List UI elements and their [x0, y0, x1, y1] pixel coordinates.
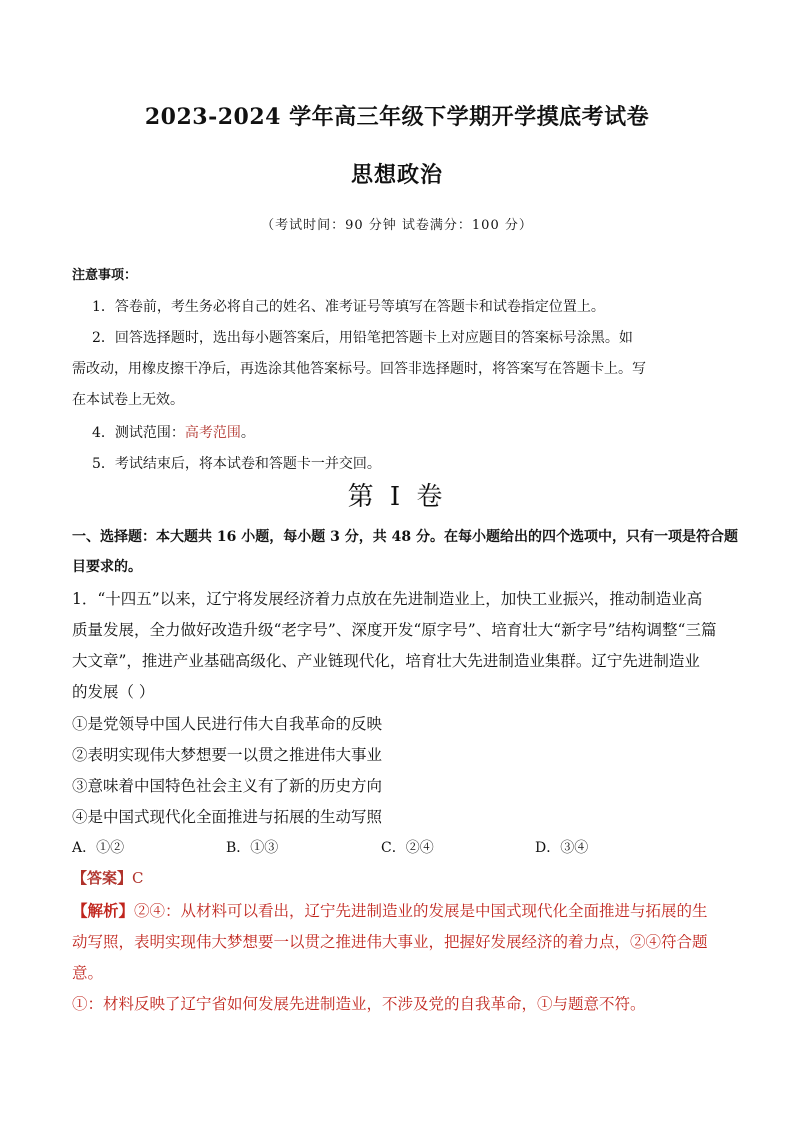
question-1-line-1: 1．“十四五”以来，辽宁将发展经济着力点放在先进制造业上，加快工业振兴，推动制造业高 — [72, 590, 703, 608]
answer — [72, 867, 144, 888]
notice-heading: 注意事项： — [72, 268, 138, 283]
notice-item-4-prefix: 4．测试范围： — [92, 425, 185, 441]
analysis-label: 【解析】 — [72, 901, 135, 920]
notice-item-4-suffix: 。 — [240, 425, 255, 441]
answer-label: 【答案】 — [72, 869, 133, 887]
section-heading-line-1: 一、选择题：本大题共 16 小题，每小题 3 分，共 48 分。在每小题给出的四个选项中，只有一项是符合题 — [72, 529, 738, 545]
question-1-line-4: 的发展（ ） — [72, 683, 155, 701]
analysis-line-3: 意。 — [72, 964, 104, 982]
volume-title: 第 I 卷 — [347, 482, 447, 512]
statement-3: ③意味着中国特色社会主义有了新的历史方向 — [72, 777, 383, 795]
statement-2: ②表明实现伟大梦想要一以贯之推进伟大事业 — [72, 746, 383, 764]
notice-item-2-line-3: 在本试卷上无效。 — [72, 392, 184, 408]
notice-item-2-line-2: 需改动，用橡皮擦干净后，再选涂其他答案标号。回答非选择题时，将答案写在答题卡上。写 — [72, 361, 646, 377]
exam-info: （考试时间：90 分钟 试卷满分：100 分） — [261, 218, 533, 233]
section-heading-line-2: 目要求的。 — [72, 559, 142, 575]
exam-title: 2023-2024 学年高三年级下学期开学摸底考试卷 — [144, 104, 650, 130]
analysis-line-4: ①：材料反映了辽宁省如何发展先进制造业，不涉及党的自我革命，①与题意不符。 — [72, 995, 646, 1013]
notice-item-2-line-1: 2．回答选择题时，选出每小题答案后，用铅笔把答题卡上对应题目的答案标号涂黑。如 — [92, 330, 633, 346]
analysis-line-1 — [72, 899, 708, 921]
answer-value: C — [132, 869, 144, 887]
statement-1: ①是党领导中国人民进行伟大自我革命的反映 — [72, 715, 383, 733]
test-scope: 高考范围 — [184, 425, 241, 441]
analysis-text-1: ②④：从材料可以看出，辽宁先进制造业的发展是中国式现代化全面推进与拓展的生 — [134, 902, 708, 920]
question-1-line-3: 大文章”，推进产业基础高级化、产业链现代化，培育壮大先进制造业集群。辽宁先进制造业 — [72, 652, 700, 670]
statement-4: ④是中国式现代化全面推进与拓展的生动写照 — [72, 808, 383, 826]
notice-item-4 — [92, 422, 255, 442]
notice-item-1: 1．答卷前，考生务必将自己的姓名、准考证号等填写在答题卡和试卷指定位置上。 — [92, 299, 605, 315]
analysis-line-2: 动写照，表明实现伟大梦想要一以贯之推进伟大事业，把握好发展经济的着力点，②④符合题 — [72, 933, 708, 951]
option-a: A．①② — [72, 840, 125, 856]
notice-item-5: 5．考试结束后，将本试卷和答题卡一并交回。 — [92, 456, 381, 472]
option-d: D．③④ — [535, 840, 589, 856]
subject-title: 思想政治 — [350, 162, 443, 188]
option-c: C．②④ — [381, 840, 434, 856]
question-1-line-2: 质量发展，全力做好改造升级“老字号”、深度开发“原字号”、培育壮大“新字号”结构调整“三篇 — [72, 621, 717, 639]
option-b: B．①③ — [226, 840, 279, 856]
